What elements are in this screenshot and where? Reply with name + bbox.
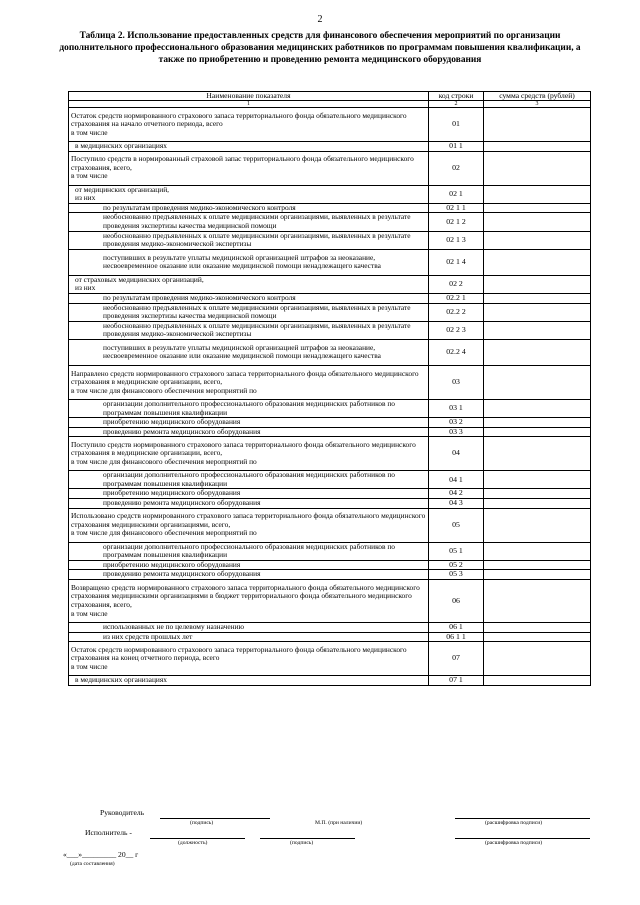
executor-label: Исполнитель -: [85, 828, 132, 837]
col-number-2: 2: [429, 101, 484, 108]
row-code: 04 2: [429, 489, 484, 499]
table-row: [69, 231, 591, 249]
row-code: 03 2: [429, 418, 484, 428]
row-sum-cell[interactable]: [484, 499, 591, 509]
head-decoding-caption: (расшифровка подписи): [485, 820, 543, 826]
row-sum-cell[interactable]: [484, 580, 591, 623]
row-label: приобретению медицинского оборудования: [69, 560, 429, 570]
row-sum-cell[interactable]: [484, 151, 591, 185]
row-sum-cell[interactable]: [484, 365, 591, 399]
row-code: 03 1: [429, 399, 484, 417]
row-sum-cell[interactable]: [484, 489, 591, 499]
table-row: [69, 249, 591, 275]
row-sum-cell[interactable]: [484, 339, 591, 365]
row-code: 02.2 2: [429, 303, 484, 321]
row-sum-cell[interactable]: [484, 399, 591, 417]
row-sum-cell[interactable]: [484, 437, 591, 471]
row-sum-cell[interactable]: [484, 142, 591, 152]
table-header-row: [69, 92, 591, 101]
date-caption: (дата составления): [70, 861, 115, 867]
row-code: 02 2 3: [429, 321, 484, 339]
row-code: 05 3: [429, 570, 484, 580]
table-row: [69, 203, 591, 213]
row-code: 06 1: [429, 623, 484, 633]
row-label: Поступило средств в нормированный страховой запас территориального фонда обязательного медицинского страхования, всего, в том числе: [69, 151, 429, 185]
row-code: 04 3: [429, 499, 484, 509]
row-sum-cell[interactable]: [484, 213, 591, 231]
table-row: [69, 623, 591, 633]
row-code: 02.2 4: [429, 339, 484, 365]
row-code: 03: [429, 365, 484, 399]
report-table: [68, 91, 591, 686]
row-label: организации дополнительного профессионального образования медицинских работников по программам повышения квалификации: [69, 471, 429, 489]
table-row: [69, 151, 591, 185]
row-code: 07: [429, 642, 484, 676]
row-label: необоснованно предъявленных к оплате медицинскими организациями, выявленных в результате проведения медико-экономической экспертизы: [69, 321, 429, 339]
row-code: 05: [429, 508, 484, 542]
col-number-1: 1: [69, 101, 429, 108]
table-row: [69, 570, 591, 580]
row-sum-cell[interactable]: [484, 427, 591, 437]
row-label: организации дополнительного профессионального образования медицинских работников по программам повышения квалификации: [69, 399, 429, 417]
row-label: проведению ремонта медицинского оборудования: [69, 499, 429, 509]
table-row: [69, 185, 591, 203]
row-label: организации дополнительного профессионального образования медицинских работников по программам повышения квалификации: [69, 542, 429, 560]
row-label: необоснованно предъявленных к оплате медицинскими организациями, выявленных в результате проведения медико-экономической экспертизы: [69, 231, 429, 249]
executor-decoding-line: [455, 838, 590, 839]
row-sum-cell[interactable]: [484, 560, 591, 570]
table-row: [69, 632, 591, 642]
row-sum-cell[interactable]: [484, 203, 591, 213]
row-code: 02 1 4: [429, 249, 484, 275]
header-name: Наименование показателя: [69, 92, 429, 101]
row-code: 06: [429, 580, 484, 623]
row-label: приобретению медицинского оборудования: [69, 418, 429, 428]
row-sum-cell[interactable]: [484, 418, 591, 428]
row-code: 02 1 1: [429, 203, 484, 213]
table-row: [69, 642, 591, 676]
col-number-3: 3: [484, 101, 591, 108]
head-signature-caption: (подпись): [190, 820, 214, 826]
row-sum-cell[interactable]: [484, 231, 591, 249]
table-row: [69, 437, 591, 471]
row-code: 05 1: [429, 542, 484, 560]
row-code: 02 2: [429, 275, 484, 293]
row-code: 05 2: [429, 560, 484, 570]
header-code: код строки: [429, 92, 484, 101]
date-field: «___»_________ 20__ г: [63, 850, 139, 859]
row-code: 02 1 3: [429, 231, 484, 249]
row-label: по результатам проведения медико-экономического контроля: [69, 203, 429, 213]
row-code: 02 1 2: [429, 213, 484, 231]
row-sum-cell[interactable]: [484, 508, 591, 542]
row-code: 02 1: [429, 185, 484, 203]
table-title: Таблица 2. Использование предоставленных средств для финансового обеспечения мероприятий по организации дополнительного профессионального образования медицинских работников по программам повышения квалификации, а также по приобретению и проведению ремонта медицинского оборудования: [59, 31, 581, 66]
table-row: [69, 108, 591, 142]
row-label: от страховых медицинских организаций, из них: [69, 275, 429, 293]
row-sum-cell[interactable]: [484, 108, 591, 142]
row-label: проведению ремонта медицинского оборудования: [69, 427, 429, 437]
row-sum-cell[interactable]: [484, 570, 591, 580]
row-label: из них средств прошлых лет: [69, 632, 429, 642]
table-row: [69, 303, 591, 321]
row-label: Использовано средств нормированного страхового запаса территориального фонда обязательного медицинского страхования медицинскими организациями, всего, в том числе для финансового обеспечения мероприятий по: [69, 508, 429, 542]
row-sum-cell[interactable]: [484, 542, 591, 560]
row-code: 03 3: [429, 427, 484, 437]
row-label: приобретению медицинского оборудования: [69, 489, 429, 499]
row-sum-cell[interactable]: [484, 676, 591, 686]
executor-signature-caption: (подпись): [290, 840, 314, 846]
table-row: [69, 499, 591, 509]
row-label: необоснованно предъявленных к оплате медицинскими организациями, выявленных в результате проведения экспертизы качества медицинской помощи: [69, 303, 429, 321]
row-code: 02: [429, 151, 484, 185]
row-label: Остаток средств нормированного страхового запаса территориального фонда обязательного медицинского страхования на начало отчетного периода, всего в том числе: [69, 108, 429, 142]
row-sum-cell[interactable]: [484, 293, 591, 303]
row-label: Остаток средств нормированного страхового запаса территориального фонда обязательного медицинского страхования на конец отчетного периода, всего в том числе: [69, 642, 429, 676]
row-label: поступивших в результате уплаты медицинской организацией штрафов за неоказание, несвоевременное оказание или оказание медицинской помощи ненадлежащего качества: [69, 339, 429, 365]
table-row: [69, 427, 591, 437]
table-row: [69, 542, 591, 560]
table-row: [69, 418, 591, 428]
head-signature-line: [160, 818, 270, 819]
row-label: в медицинских организациях: [69, 142, 429, 152]
executor-signature-line: [260, 838, 355, 839]
table-row: [69, 676, 591, 686]
row-label: проведению ремонта медицинского оборудования: [69, 570, 429, 580]
row-label: в медицинских организациях: [69, 676, 429, 686]
table-row: [69, 489, 591, 499]
table-row: [69, 365, 591, 399]
position-caption: (должность): [178, 840, 208, 846]
column-number-row: [69, 101, 591, 108]
row-sum-cell[interactable]: [484, 249, 591, 275]
row-sum-cell[interactable]: [484, 303, 591, 321]
table-row: [69, 471, 591, 489]
row-sum-cell[interactable]: [484, 471, 591, 489]
row-sum-cell[interactable]: [484, 632, 591, 642]
row-label: от медицинских организаций, из них: [69, 185, 429, 203]
table-row: [69, 293, 591, 303]
row-sum-cell[interactable]: [484, 321, 591, 339]
row-label: Возвращено средств нормированного страхового запаса территориального фонда обязательного медицинского страхования медицинскими организациями в бюджет территориального фонда обязательного медицинского страхования, всего, в том числе: [69, 580, 429, 623]
row-sum-cell[interactable]: [484, 185, 591, 203]
row-code: 01 1: [429, 142, 484, 152]
row-label: по результатам проведения медико-экономического контроля: [69, 293, 429, 303]
row-code: 02.2 1: [429, 293, 484, 303]
row-label: Направлено средств нормированного страхового запаса территориального фонда обязательного медицинского страхования в медицинские организации, всего, в том числе для финансового обеспечения мероприятий по: [69, 365, 429, 399]
row-sum-cell[interactable]: [484, 275, 591, 293]
table-row: [69, 213, 591, 231]
head-decoding-line: [455, 818, 590, 819]
table-row: [69, 508, 591, 542]
executor-position-line: [150, 838, 245, 839]
table-row: [69, 560, 591, 570]
table-row: [69, 399, 591, 417]
row-code: 01: [429, 108, 484, 142]
table-row: [69, 275, 591, 293]
head-label: Руководитель: [100, 808, 145, 817]
row-sum-cell[interactable]: [484, 642, 591, 676]
row-code: 04 1: [429, 471, 484, 489]
table-row: [69, 321, 591, 339]
page-number: 2: [317, 14, 323, 25]
row-label: Поступило средств нормированного страхового запаса территориального фонда обязательного медицинского страхования в медицинские организации, всего, в том числе для финансового обеспечения мероприятий по: [69, 437, 429, 471]
table-row: [69, 339, 591, 365]
row-label: поступивших в результате уплаты медицинской организацией штрафов за неоказание, несвоевременное оказание или оказание медицинской помощи ненадлежащего качества: [69, 249, 429, 275]
row-code: 04: [429, 437, 484, 471]
table-row: [69, 580, 591, 623]
header-sum: сумма средств (рублей): [484, 92, 591, 101]
table-row: [69, 142, 591, 152]
row-code: 07 1: [429, 676, 484, 686]
executor-decoding-caption: (расшифровка подписи): [485, 840, 543, 846]
stamp-caption: М.П. (при наличии): [315, 820, 363, 826]
row-label: необоснованно предъявленных к оплате медицинскими организациями, выявленных в результате проведения экспертизы качества медицинской помощи: [69, 213, 429, 231]
row-label: использованных не по целевому назначению: [69, 623, 429, 633]
row-code: 06 1 1: [429, 632, 484, 642]
row-sum-cell[interactable]: [484, 623, 591, 633]
